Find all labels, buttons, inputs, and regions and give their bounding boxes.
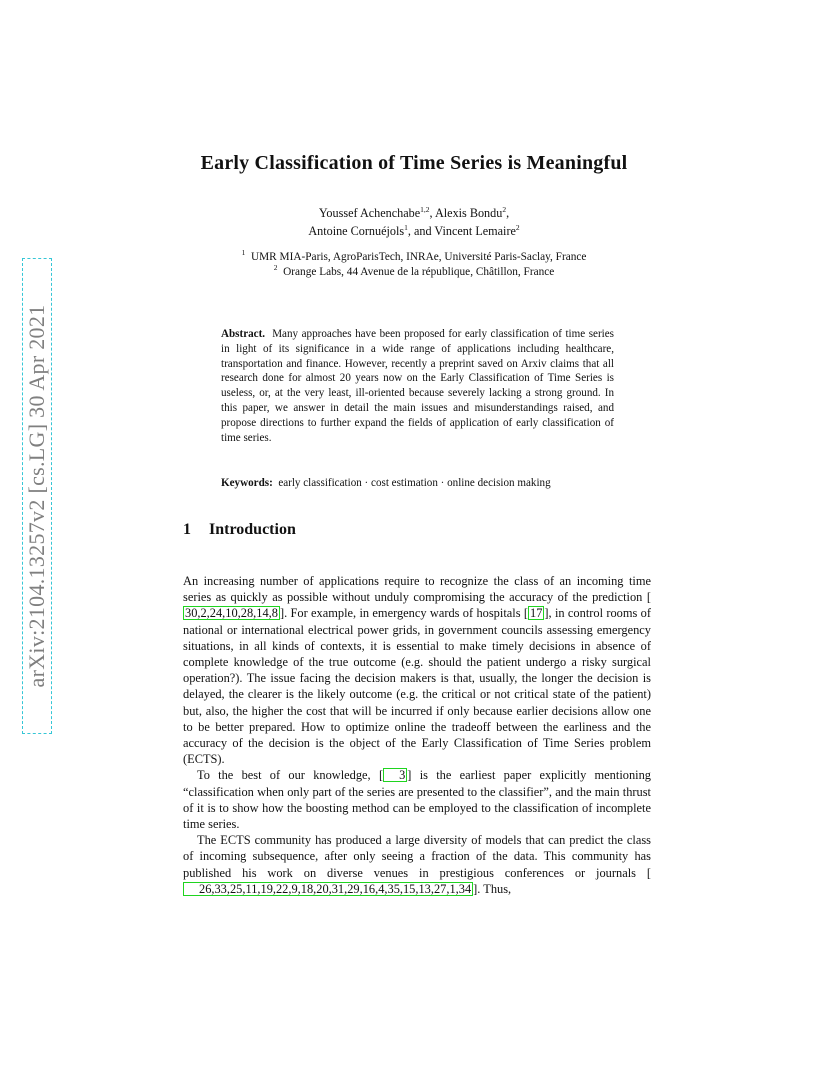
affiliation-number: 2 [273,263,278,273]
citation-link[interactable]: 3 [383,768,407,782]
authors-line-1: Youssef Achenchabe$^{1,2}$, Alexis Bondu$^2$, [318,204,510,220]
author-name: Vincent Lemaire [434,224,516,238]
citation-link[interactable]: 26,33,25,11,19,22,9,18,20,31,29,16,4,35,15,13,27,1,34 [183,882,473,896]
keywords-label: Keywords: [221,477,273,489]
author-affiliation-mark: 1,2 [420,204,430,214]
author-name: Antoine Cornuéjols [308,224,405,238]
paragraph: The ECTS community has produced a large diversity of models that can predict the class of incoming subsequence, after only seeing a fraction of the data. This community has published his work on diverse venues in prestigious conferences or journals [26,33,25,11,19,22,9,18,20,31,29,16,4,35,15,13,27,1,34 ]. Thus, [183,833,651,896]
keywords-text: early classification · cost estimation · online decision making [278,477,551,489]
abstract-text: Many approaches have been proposed for early classification of time series in light of its significance in a wide range of applications including healthcare, transportation and finance. However, recently a preprint saved on Arxiv claims that all research done for almost 20 years now on the Early Classification of Time Series is useless, or, at the very least, ill-oriented because severely lacking a strong ground. In this paper, we answer in detail the main issues and misunderstandings raised, and propose directions to further expand the fields of application of early classification of time series. [221,328,614,444]
affiliation-line: $^2$ Orange Labs, 44 Avenue de la république, Châtillon, France [273,263,555,278]
abstract-label: Abstract. [221,328,266,340]
paragraph: An increasing number of applications require to recognize the class of an incoming time series as quickly as possible without unduly compromising the accuracy of the prediction [30,2,24,10,28,14,8 ]. For example, in emergency wards of hospitals [ 17 ], in control rooms of national or international electrical power grids, in government councils assessing emergency situations, in all kinds of contexts, it is essential to make timely decisions in absence of complete knowledge of the true outcome (e.g. should the patient undergo a risky surgical operation?). The issue facing the decision makers is that, usually, the longer the decision is delayed, the clearer is the likely outcome (e.g. the critical or not critical state of the patient) but, also, the higher the cost that will be incurred if only because earlier decisions allow one to be better prepared. How to optimize online the tradeoff between the earliness and the accuracy of the decision is the object of the Early Classification of Time Series problem (ECTS). [183,574,651,767]
paragraph: To the best of our knowledge, [ 3 ] is the earliest paper explicitly mentioning “classification when only part of the series are presented to the classifier”, and the main thrust of it is to show how the boosting method can be employed to the classification of incomplete time series. [183,768,651,832]
section-number: 1 [183,521,191,538]
author-name: Alexis Bondu [434,206,503,220]
arxiv-identifier: arXiv:2104.13257v2 [cs.LG] 30 Apr 2021 [24,304,49,688]
author-name: Youssef Achenchabe [318,206,421,220]
affiliation-line: $^1$ UMR MIA-Paris, AgroParisTech, INRAe, Université Paris-Saclay, France [241,248,587,263]
section-heading [183,521,296,539]
authors-block [0,204,828,240]
paper-title: Early Classification of Time Series is Meaningful [200,152,628,174]
section-title: Introduction [209,521,296,538]
author-affiliation-mark: 1 [404,222,408,232]
author-affiliation-mark: 2 [502,204,507,214]
body-text [183,573,651,897]
citation-link[interactable]: 30,2,24,10,28,14,8 [185,606,278,621]
abstract [221,327,614,445]
arxiv-identifier-box [22,258,52,734]
affiliation-number: 1 [241,248,246,258]
author-affiliation-mark: 2 [515,222,520,232]
keywords [221,477,621,489]
citation-link[interactable]: 17 [530,606,543,621]
authors-line-2: Antoine Cornuéjols$^1$, and Vincent Lemaire$^2$ [308,222,520,238]
affiliations-block [0,250,828,280]
